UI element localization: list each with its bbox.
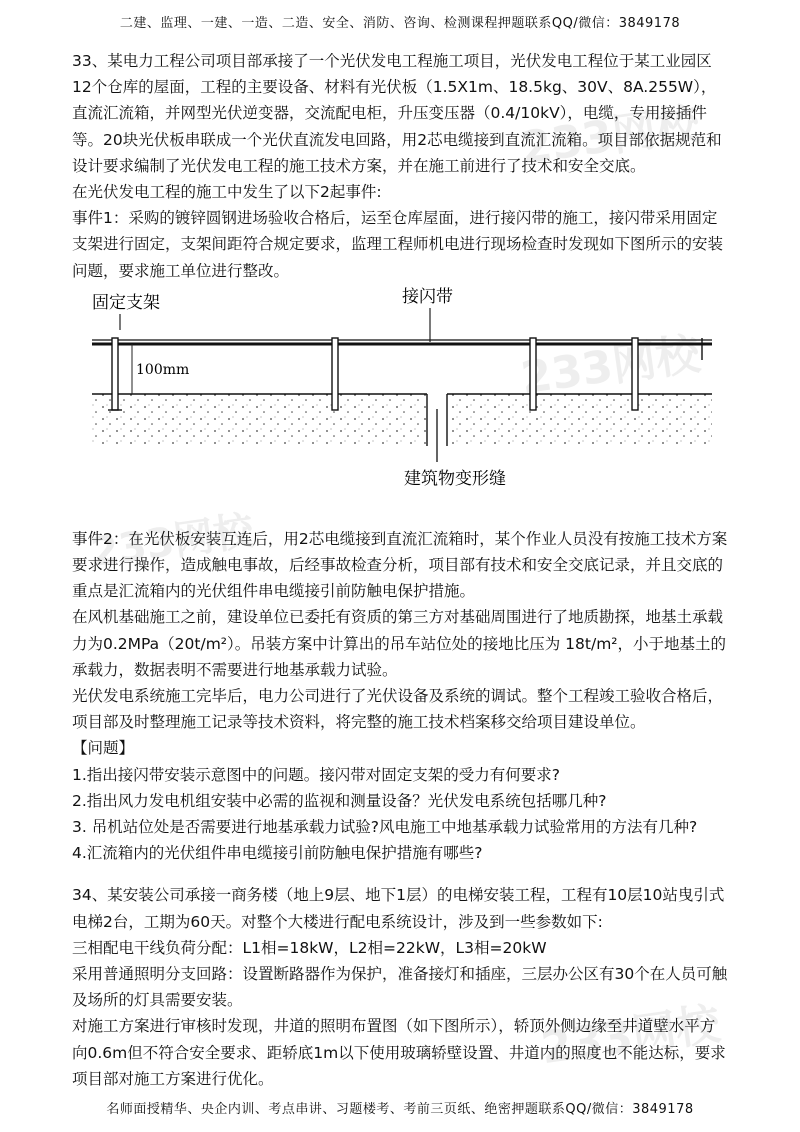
bracket-label: 固定支架 <box>92 292 160 313</box>
q33-paragraph: 在光伏发电工程的施工中发生了以下2起事件: <box>72 183 382 202</box>
q33-paragraph: 事件2：在光伏板安装互连后，用2芯电缆接到直流汇流箱时，某个作业人员没有按施工技术方案要求进行操作，造成触电事故，后经事故检查分析，项目部有技术和安全交底记录，并且交底的重点是汇流箱内的光伏组件串电缆接引前防触电保护措施。 <box>72 529 728 601</box>
support-bracket <box>632 338 638 410</box>
q33-paragraph: 在风机基础施工之前，建设单位已委托有资质的第三方对基础周围进行了地质勘探，地基土承载力为0.2MPa（20t/m²）。吊装方案中计算出的吊车站位处的接地比压为 18t/m²，小于地基土的承载力，数据表明不需要进行地基承载力试验。 <box>72 608 727 679</box>
question-item: 3. 吊机站位处是否需要进行地基承载力试验?风电施工中地基承载力试验常用的方法有几种? <box>72 818 698 837</box>
lightning-strip-figure <box>72 284 728 526</box>
question-item: 4.汇流箱内的光伏组件串电缆接引前防触电保护措施有哪些? <box>72 844 483 863</box>
page-footer: 名师面授精华、央企内训、考点串讲、习题楼考、考前三页纸、绝密押题联系QQ/微信：3849178 <box>106 1102 694 1117</box>
q34-paragraph: 对施工方案进行审核时发现，井道的照明布置图（如下图所示），轿顶外侧边缘至井道壁水平方向0.6m但不符合安全要求、距轿底1m以下使用玻璃轿壁设置、井道内的照度也不能达标，要求项目部对施工方案进行优化。 <box>72 1017 726 1088</box>
q34-paragraph: 采用普通照明分支回路：设置断路器作为保护，准备接灯和插座，三层办公区有30个在人员可触及场所的灯具需要安装。 <box>72 965 728 1010</box>
strip-label: 接闪带 <box>402 286 453 307</box>
q33-paragraph: 事件1：采购的镀锌圆钢进场验收合格后，运至仓库屋面，进行接闪带的施工，接闪带采用固定支架进行固定，支架间距符合规定要求，监理工程师机电进行现场检查时发现如下图所示的安装问题，要求施工单位进行整改。 <box>72 209 724 280</box>
question-item: 2.指出风力发电机组安装中必需的监视和测量设备？光伏发电系统包括哪几种? <box>72 791 607 810</box>
dimension-label: 100mm <box>136 361 190 378</box>
q33-paragraph: 光伏发电系统施工完毕后，电力公司进行了光伏设备及系统的调试。整个工程竣工验收合格后，项目部及时整理施工记录等技术资料，将完整的施工技术档案移交给项目建设单位。 <box>72 687 724 732</box>
support-bracket <box>530 338 536 410</box>
joint-label: 建筑物变形缝 <box>404 468 506 489</box>
watermark: 233网校 <box>537 998 724 1075</box>
page-header: 二建、监理、一建、一造、二造、安全、消防、咨询、检测课程押题联系QQ/微信：3849178 <box>119 16 681 31</box>
watermark: 233网校 <box>517 98 704 175</box>
watermark: 233网校 <box>517 328 704 405</box>
lightning-strip-diagram <box>72 284 728 526</box>
q34-paragraph: 三相配电干线负荷分配：L1相=18kW，L2相=22kW，L3相=20kW <box>72 938 547 957</box>
roof-slab <box>92 394 712 446</box>
q34-paragraph: 34、某安装公司承接一商务楼（地上9层、地下1层）的电梯安装工程，工程有10层10站曳引式电梯2台，工期为60天。对整个大楼进行配电系统设计，涉及到一些参数如下: <box>72 886 725 931</box>
watermark: 233网校 <box>88 507 257 577</box>
questions-heading: 【问题】 <box>72 739 135 758</box>
q33-paragraph: 33、某电力工程公司项目部承接了一个光伏发电工程施工项目，光伏发电工程位于某工业园区12个仓库的屋面，工程的主要设备、材料有光伏板（1.5X1m、18.5kg、30V、8A.255W），直流汇流箱，并网型光伏逆变器，交流配电柜，升压变压器（0.4/10kV），电缆，专用接插件等。20块光伏板串联成一个光伏直流发电回路，用2芯电缆接到直流汇流箱。项目部依据规范和设计要求编制了光伏发电工程的施工技术方案，并在施工前进行了技术和安全交底。 <box>72 52 722 175</box>
support-bracket <box>332 338 338 410</box>
question-item: 1.指出接闪带安装示意图中的问题。接闪带对固定支架的受力有何要求? <box>72 765 561 784</box>
document-body <box>72 48 728 1092</box>
